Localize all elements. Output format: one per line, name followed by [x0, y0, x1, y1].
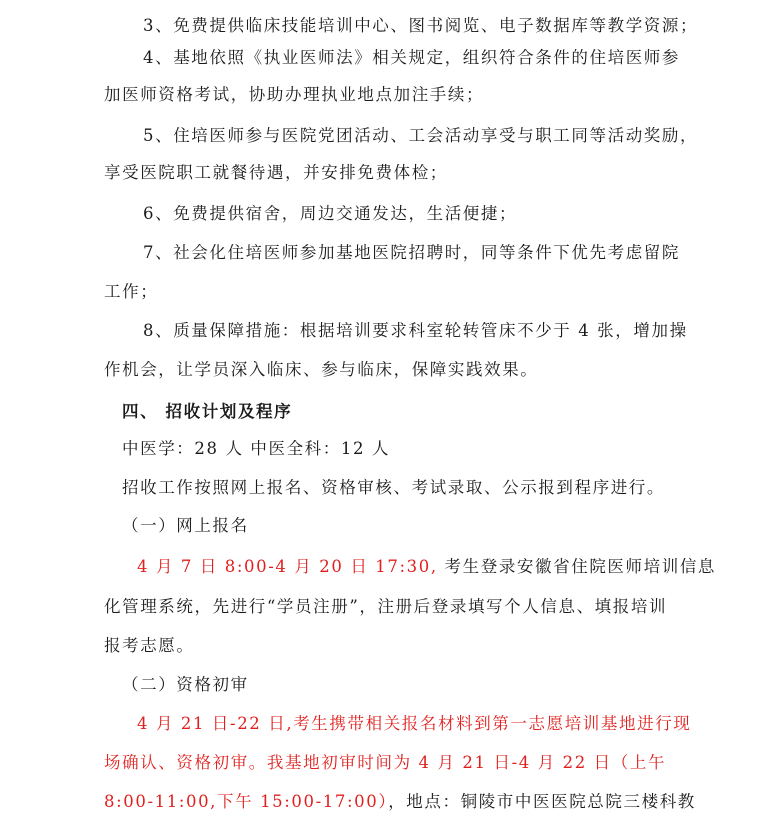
- review-time: 8:00-11:00,下午 15:00-17:00）: [104, 792, 389, 811]
- item-3: 3、免费提供临床技能培训中心、图书阅览、电子数据库等教学资源；: [143, 16, 699, 35]
- item-8-line-1: 8、质量保障措施：根据培训要求科室轮转管床不少于 4 张，增加操: [143, 321, 688, 340]
- item-8-line-2: 作机会，让学员深入临床、参与临床，保障实践效果。: [104, 360, 539, 379]
- item-7-line-1: 7、社会化住培医师参加基地医院招聘时，同等条件下优先考虑留院: [143, 243, 680, 262]
- subsection-1-line-2: 化管理系统，先进行“学员注册”，注册后登录填写个人信息、填报培训: [104, 597, 668, 616]
- registration-period: 4 月 7 日 8:00-4 月 20 日 17:30,: [137, 557, 438, 576]
- item-4-line-1: 4、基地依照《执业医师法》相关规定，组织符合条件的住培医师参: [143, 48, 680, 67]
- subsection-1-heading: （一）网上报名: [122, 516, 249, 535]
- registration-text: 考生登录安徽省住院医师培训信息: [437, 557, 717, 576]
- item-5-line-2: 享受医院职工就餐待遇，并安排免费体检；: [104, 163, 448, 182]
- subsection-2-heading: （二）资格初审: [122, 675, 249, 694]
- item-7-line-2: 工作；: [104, 282, 159, 301]
- subsection-2-line-1: 4 月 21 日-22 日,考生携带相关报名材料到第一志愿培训基地进行现: [137, 714, 692, 733]
- process-line: 招收工作按照网上报名、资格审核、考试录取、公示报到程序进行。: [122, 478, 665, 497]
- review-location: ，地点：铜陵市中医医院总院三楼科教: [388, 792, 696, 811]
- item-5-line-1: 5、住培医师参与医院党团活动、工会活动享受与职工同等活动奖励，: [143, 126, 699, 145]
- item-6: 6、免费提供宿舍，周边交通发达，生活便捷；: [143, 204, 518, 223]
- subsection-2-line-2: 场确认、资格初审。我基地初审时间为 4 月 21 日-4 月 22 日（上午: [104, 753, 667, 772]
- section-4-heading: 四、 招收计划及程序: [122, 402, 293, 421]
- item-4-line-2: 加医师资格考试，协助办理执业地点加注手续；: [104, 85, 485, 104]
- subsection-1-line-1: [137, 555, 716, 579]
- subsection-1-line-3: 报考志愿。: [104, 636, 195, 655]
- quota-line: 中医学：28 人 中医全科：12 人: [122, 439, 391, 458]
- subsection-2-line-3: [104, 790, 696, 814]
